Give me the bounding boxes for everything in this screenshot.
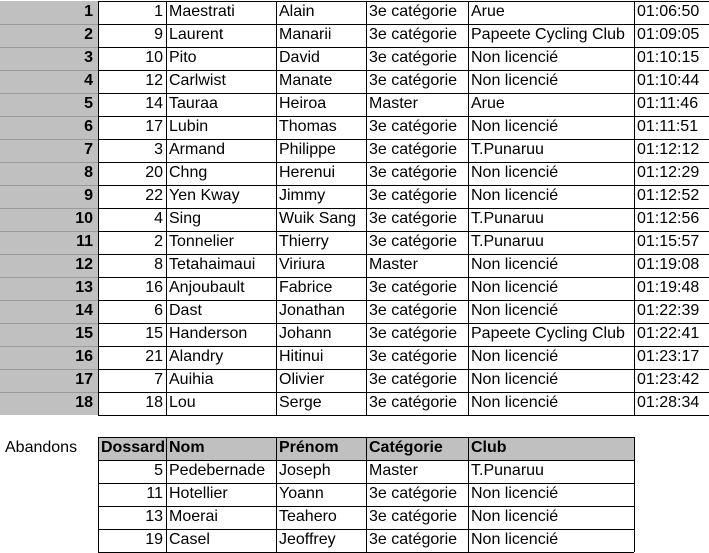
dossard-cell[interactable]: 1 [154,3,163,20]
rank-cell[interactable]: 8 [0,162,98,185]
nom-cell[interactable]: Yen Kway [169,187,240,204]
club-cell[interactable]: T.Punaruu [471,462,544,479]
grid-line [166,437,167,552]
nom-cell[interactable]: Lou [169,394,196,411]
grid-line [0,47,98,48]
grid-line [468,437,469,552]
dossard-cell[interactable]: 18 [145,394,163,411]
dossard-cell[interactable]: 11 [146,485,163,502]
categorie-cell[interactable]: 3e catégorie [369,279,458,296]
rank-cell[interactable]: 4 [0,70,98,93]
grid-line [0,231,98,232]
categorie-cell[interactable]: 3e catégorie [369,233,458,250]
grid-line [98,162,709,163]
categorie-cell[interactable]: 3e catégorie [369,485,458,502]
nom-cell[interactable]: Chng [169,164,208,181]
grid-line [0,277,98,278]
rank-cell[interactable]: 11 [0,231,98,254]
club-cell[interactable]: T.Punaruu [471,233,544,250]
nom-cell[interactable]: Anjoubault [169,279,245,296]
nom-cell[interactable]: Auihia [169,371,214,388]
grid-line [98,346,709,347]
temps-cell[interactable]: 01:22:39 [637,302,700,319]
categorie-cell[interactable]: 3e catégorie [369,141,458,158]
nom-cell[interactable]: Hotellier [169,485,228,502]
temps-cell[interactable]: 01:22:41 [637,325,700,342]
temps-cell[interactable]: 01:10:15 [637,49,700,66]
dossard-cell[interactable]: 4 [154,210,163,227]
club-cell[interactable]: Non licencié [471,485,559,502]
temps-cell[interactable]: 01:23:17 [637,348,700,365]
club-cell[interactable]: Non licencié [471,256,559,273]
grid-line [0,392,98,393]
temps-cell[interactable]: 01:10:44 [637,72,700,89]
dossard-cell[interactable]: 15 [145,325,163,342]
temps-cell[interactable]: 01:19:08 [637,256,700,273]
nom-cell[interactable]: Carlwist [169,72,226,89]
prenom-cell[interactable]: Thomas [279,118,337,135]
grid-line [0,139,98,140]
grid-line [98,415,709,416]
categorie-cell[interactable]: 3e catégorie [369,531,458,548]
club-cell[interactable]: Non licencié [471,508,559,525]
club-cell[interactable]: Non licencié [471,187,559,204]
club-cell[interactable]: Papeete Cycling Club [471,325,625,342]
grid-line [98,24,709,25]
grid-line [98,323,709,324]
club-cell[interactable]: Arue [471,95,505,112]
temps-cell[interactable]: 01:12:12 [637,141,700,158]
rank-cell[interactable]: 13 [0,277,98,300]
prenom-cell[interactable]: Hitinui [279,348,324,365]
grid-line [0,300,98,301]
nom-cell[interactable]: Tetahaimaui [169,256,256,273]
grid-line [98,208,709,209]
prenom-cell[interactable]: Serge [279,394,322,411]
dossard-cell[interactable]: 10 [145,49,163,66]
categorie-cell[interactable]: 3e catégorie [369,348,458,365]
grid-line [276,1,277,415]
prenom-cell[interactable]: Thierry [279,233,329,250]
prenom-cell[interactable]: Herenui [279,164,336,181]
categorie-cell[interactable]: 3e catégorie [369,26,458,43]
grid-line [0,346,98,347]
dossard-cell[interactable]: 21 [145,348,163,365]
header-categorie[interactable]: Catégorie [366,437,468,460]
categorie-cell[interactable]: 3e catégorie [369,394,458,411]
club-cell[interactable]: Non licencié [471,394,559,411]
grid-line [366,1,367,415]
prenom-cell[interactable]: David [279,49,320,66]
prenom-cell[interactable]: Teahero [279,508,337,525]
club-cell[interactable]: Non licencié [471,531,559,548]
temps-cell[interactable]: 01:12:29 [637,164,700,181]
rank-cell[interactable]: 17 [0,369,98,392]
grid-line [98,139,709,140]
grid-line [98,93,709,94]
rank-cell[interactable]: 2 [0,24,98,47]
dossard-cell[interactable]: 14 [145,95,163,112]
categorie-cell[interactable]: 3e catégorie [369,164,458,181]
nom-cell[interactable]: Maestrati [169,3,235,20]
nom-cell[interactable]: Moerai [169,508,218,525]
nom-cell[interactable]: Pito [169,49,197,66]
grid-line [98,231,709,232]
prenom-cell[interactable]: Viriura [279,256,325,273]
nom-cell[interactable]: Tauraa [169,95,218,112]
dossard-cell[interactable]: 20 [145,164,163,181]
temps-cell[interactable]: 01:28:34 [637,394,700,411]
temps-cell[interactable]: 01:12:52 [637,187,700,204]
rank-cell[interactable]: 16 [0,346,98,369]
club-cell[interactable]: Non licencié [471,49,559,66]
rank-cell[interactable]: 18 [0,392,98,415]
grid-line [98,437,99,552]
grid-line [0,70,98,71]
nom-cell[interactable]: Handerson [169,325,248,342]
grid-line [0,369,98,370]
rank-cell[interactable]: 15 [0,323,98,346]
grid-line [468,1,469,415]
nom-cell[interactable]: Sing [169,210,202,227]
grid-line [0,162,98,163]
prenom-cell[interactable]: Manarii [279,26,332,43]
grid-line [98,277,709,278]
temps-cell[interactable]: 01:09:05 [637,26,700,43]
header-club[interactable]: Club [468,437,634,460]
rank-cell[interactable]: 3 [0,47,98,70]
nom-cell[interactable]: Laurent [169,26,224,43]
dossard-cell[interactable]: 17 [145,118,163,135]
club-cell[interactable]: Non licencié [471,302,559,319]
nom-cell[interactable]: Armand [169,141,226,158]
categorie-cell[interactable]: 3e catégorie [369,371,458,388]
rank-cell[interactable]: 14 [0,300,98,323]
prenom-cell[interactable]: Johann [279,325,332,342]
grid-line [98,254,709,255]
club-cell[interactable]: Papeete Cycling Club [471,26,625,43]
rank-cell[interactable]: 9 [0,185,98,208]
abandons-label: Abandons [5,439,78,456]
grid-line [98,47,709,48]
dossard-cell[interactable]: 7 [154,371,163,388]
dossard-cell[interactable]: 3 [154,141,163,158]
header-prenom[interactable]: Prénom [276,437,366,460]
temps-cell[interactable]: 01:06:50 [637,3,700,20]
categorie-cell[interactable]: 3e catégorie [369,72,458,89]
temps-cell[interactable]: 01:11:46 [637,95,699,112]
prenom-cell[interactable]: Yoann [279,485,324,502]
club-cell[interactable]: Non licencié [471,371,559,388]
dossard-cell[interactable]: 22 [145,187,163,204]
club-cell[interactable]: Non licencié [471,118,559,135]
categorie-cell[interactable]: 3e catégorie [369,210,458,227]
dossard-cell[interactable]: 19 [145,531,163,548]
club-cell[interactable]: T.Punaruu [471,210,544,227]
rank-cell[interactable]: 5 [0,93,98,116]
club-cell[interactable]: T.Punaruu [471,141,544,158]
prenom-cell[interactable]: Joseph [279,462,331,479]
dossard-cell[interactable]: 13 [145,508,163,525]
grid-line [98,185,709,186]
header-dossard[interactable]: Dossard [98,437,166,460]
grid-line [98,1,709,2]
club-cell[interactable]: Non licencié [471,279,559,296]
temps-cell[interactable]: 01:19:48 [637,279,700,296]
nom-cell[interactable]: Lubin [169,118,209,135]
dossard-cell[interactable]: 12 [145,72,163,89]
grid-line [0,185,98,186]
grid-line [0,93,98,94]
grid-line [98,1,99,415]
grid-line [634,1,635,415]
categorie-cell[interactable]: 3e catégorie [369,187,458,204]
temps-cell[interactable]: 01:23:42 [637,371,700,388]
nom-cell[interactable]: Pedebernade [169,462,266,479]
nom-cell[interactable]: Casel [169,531,210,548]
prenom-cell[interactable]: Philippe [279,141,336,158]
grid-line [98,300,709,301]
categorie-cell[interactable]: 3e catégorie [369,302,458,319]
rank-cell[interactable]: 10 [0,208,98,231]
temps-cell[interactable]: 01:11:51 [637,118,699,135]
categorie-cell[interactable]: 3e catégorie [369,118,458,135]
dossard-cell[interactable]: 16 [145,279,163,296]
club-cell[interactable]: Arue [471,3,505,20]
prenom-cell[interactable]: Jimmy [279,187,326,204]
prenom-cell[interactable]: Olivier [279,371,325,388]
categorie-cell[interactable]: 3e catégorie [369,3,458,20]
grid-line [0,323,98,324]
categorie-cell[interactable]: Master [369,256,418,273]
grid-line [98,70,709,71]
prenom-cell[interactable]: Fabrice [279,279,333,296]
nom-cell[interactable]: Tonnelier [169,233,234,250]
categorie-cell[interactable]: Master [369,95,418,112]
grid-line [98,369,709,370]
dossard-cell[interactable]: 6 [154,302,163,319]
dossard-cell[interactable]: 5 [154,462,163,479]
categorie-cell[interactable]: Master [369,462,418,479]
temps-cell[interactable]: 01:15:57 [637,233,700,250]
grid-line [0,116,98,117]
prenom-cell[interactable]: Jonathan [279,302,345,319]
club-cell[interactable]: Non licencié [471,164,559,181]
grid-line [0,208,98,209]
prenom-cell[interactable]: Alain [279,3,315,20]
categorie-cell[interactable]: 3e catégorie [369,508,458,525]
rank-cell[interactable]: 6 [0,116,98,139]
rank-cell[interactable]: 12 [0,254,98,277]
nom-cell[interactable]: Alandry [169,348,224,365]
prenom-cell[interactable]: Wuik Sang [279,210,357,227]
dossard-cell[interactable]: 2 [154,233,163,250]
grid-line [276,437,277,552]
grid-line [98,116,709,117]
grid-line [166,1,167,415]
prenom-cell[interactable]: Manate [279,72,333,89]
grid-line [0,254,98,255]
grid-line [634,437,635,552]
nom-cell[interactable]: Dast [169,302,202,319]
club-cell[interactable]: Non licencié [471,348,559,365]
club-cell[interactable]: Non licencié [471,72,559,89]
grid-line [366,437,367,552]
dossard-cell[interactable]: 8 [154,256,163,273]
header-nom[interactable]: Nom [166,437,276,460]
prenom-cell[interactable]: Heiroa [279,95,327,112]
categorie-cell[interactable]: 3e catégorie [369,325,458,342]
grid-line [0,24,98,25]
dossard-cell[interactable]: 9 [154,26,163,43]
prenom-cell[interactable]: Jeoffrey [279,531,336,548]
categorie-cell[interactable]: 3e catégorie [369,49,458,66]
temps-cell[interactable]: 01:12:56 [637,210,700,227]
rank-cell[interactable]: 1 [0,1,98,24]
rank-cell[interactable]: 7 [0,139,98,162]
grid-line [98,392,709,393]
